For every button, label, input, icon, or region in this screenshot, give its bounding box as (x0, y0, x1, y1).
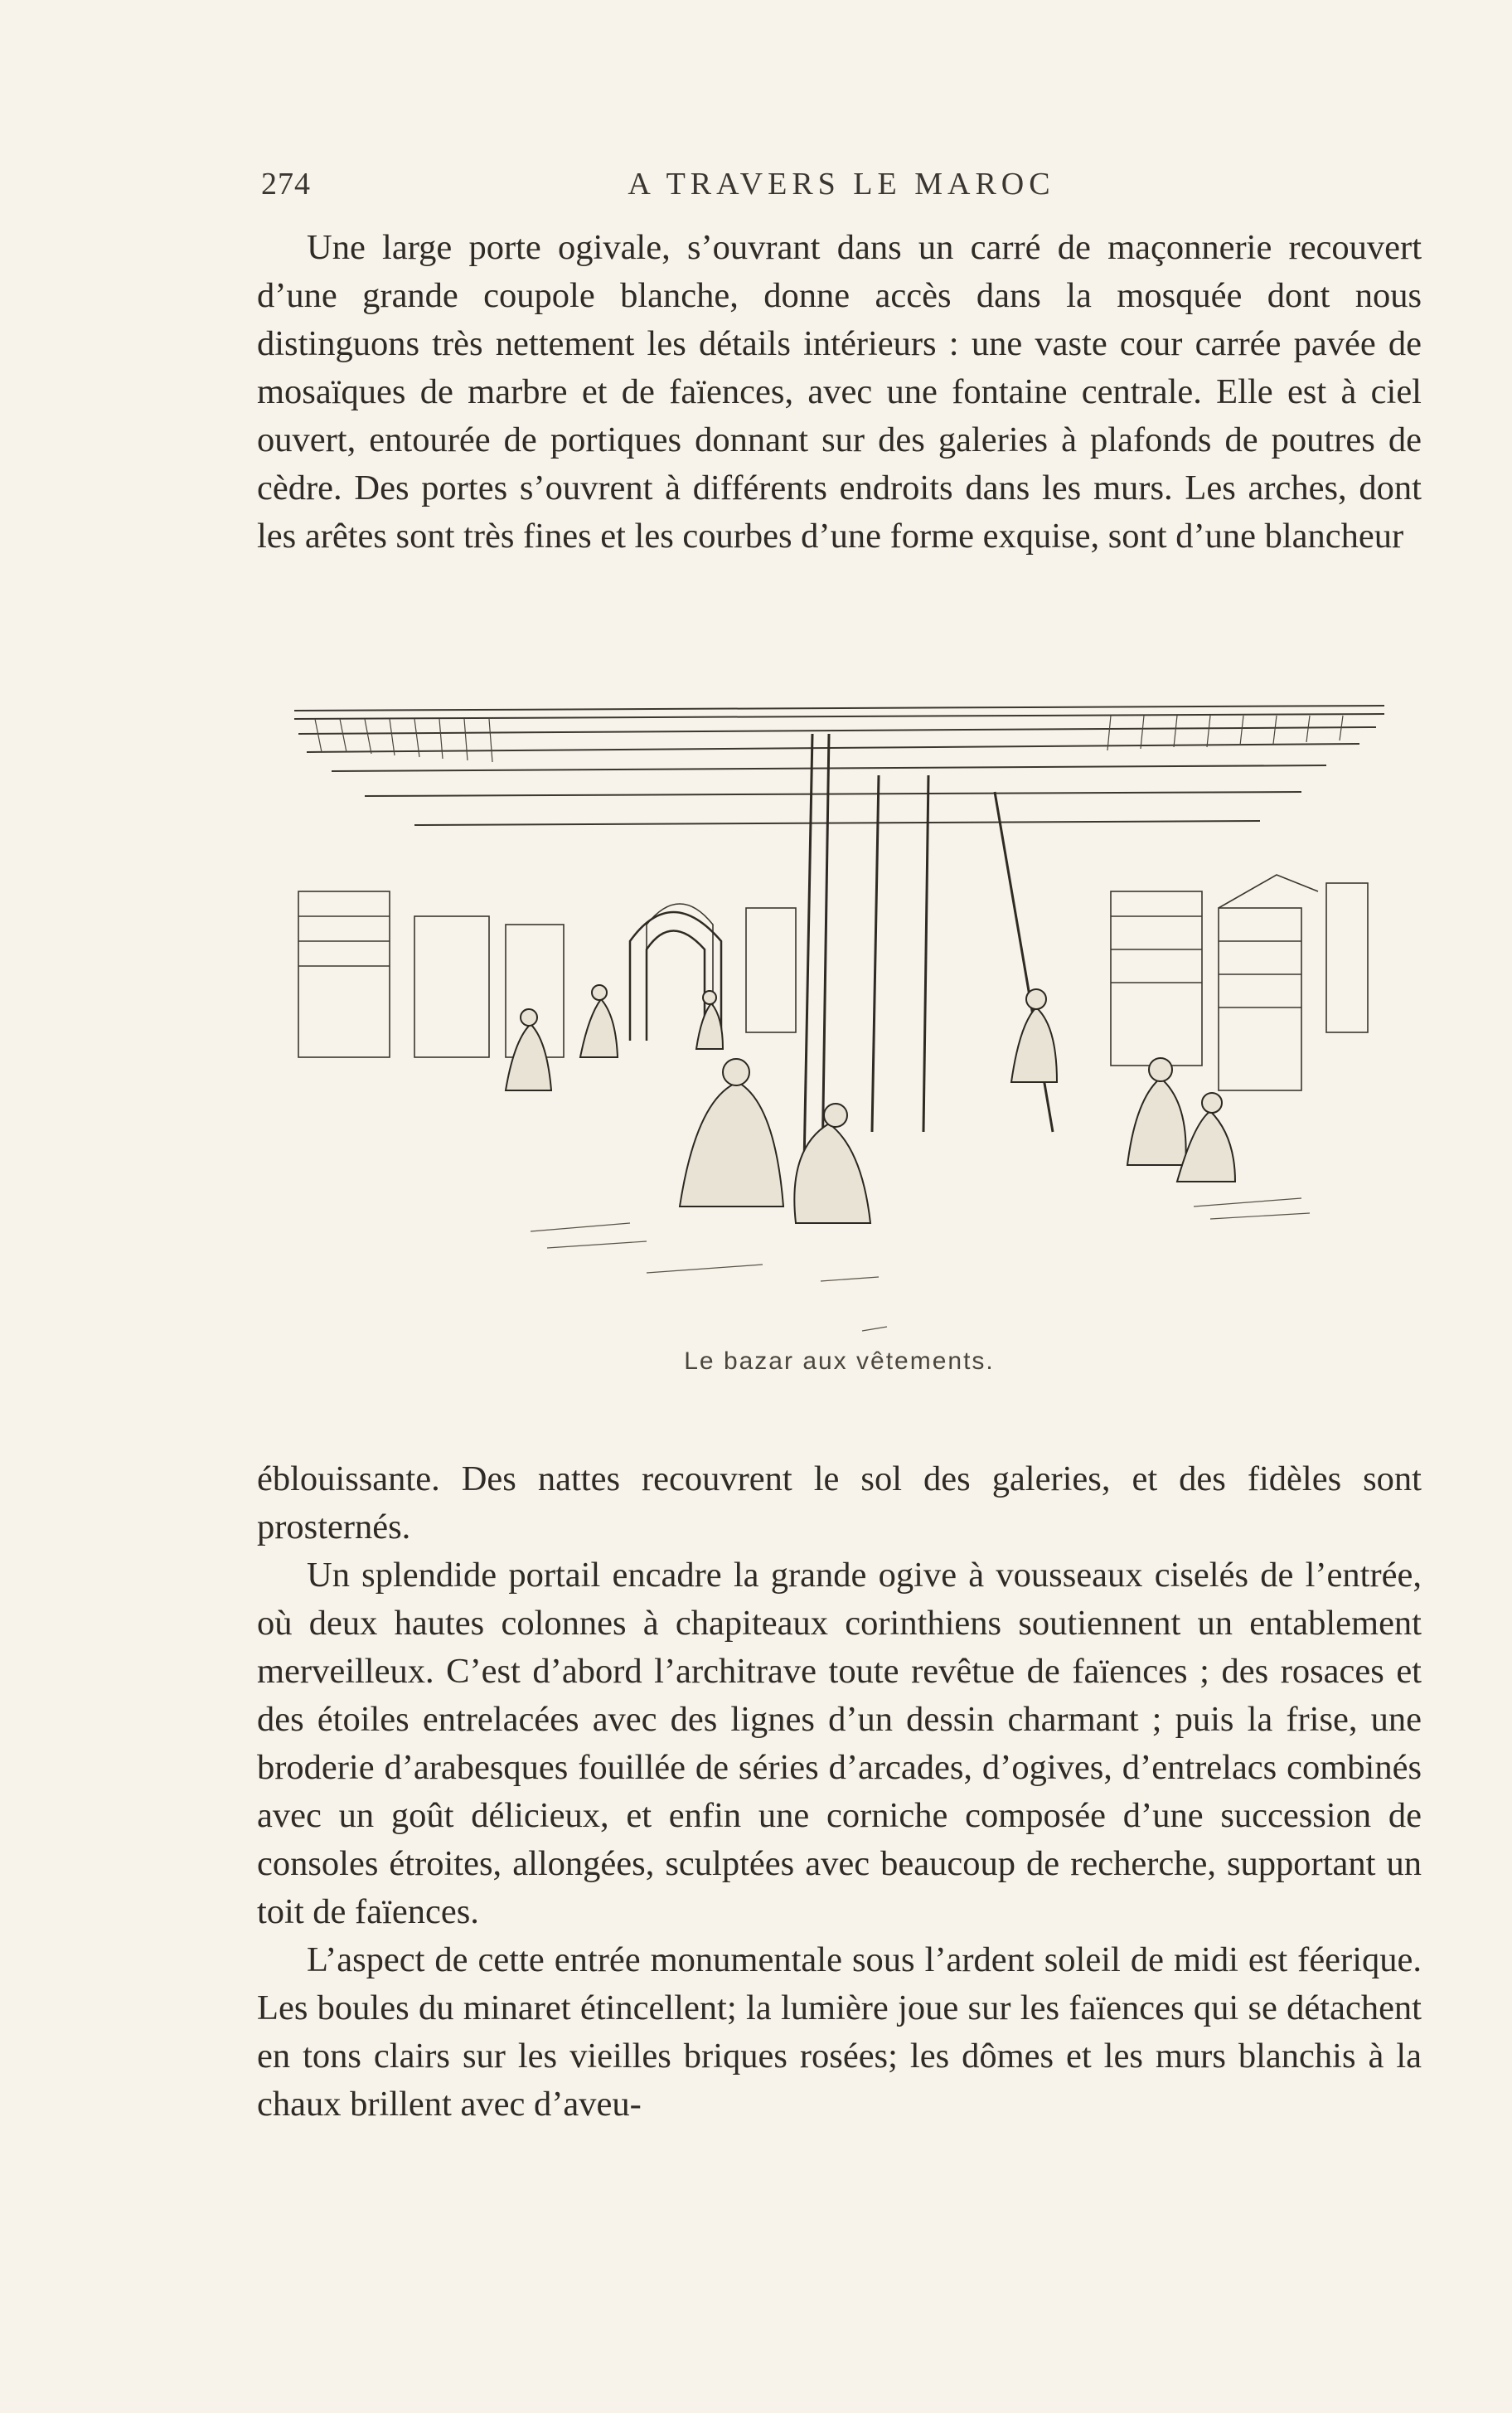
paragraph: Une large porte ogivale, s’ouvrant dans un carré de maçonnerie recouvert d’une grande coupole blanche, donne accès dans la mosquée dont nous distinguons très nettement les détails intérieurs : une vaste cour carrée pavée de mosaïques de marbre et de faïences, avec une fontaine centrale. Elle est à ciel ouvert, entourée de portiques donnant sur des galeries à plafonds de poutres de cèdre. Des portes s’ouvrent à différents endroits dans les murs. Les arches, dont les arêtes sont très fines et les courbes d’une forme exquise, sont d’une blancheur (257, 228, 1422, 556)
paragraph: Un splendide portail encadre la grande ogive à vousseaux ciselés de l’entrée, où deux hautes colonnes à chapiteaux corinthiens soutiennent un entablement merveilleux. C’est d’abord l’architrave toute revêtue de faïences ; des rosaces et des étoiles entrelacées avec des lignes d’un dessin charmant ; puis la frise, une broderie d’arabesques fouillée de séries d’arcades, d’ogives, d’entrelacs combinés avec un goût délicieux, et enfin une corniche composée d’une succession de consoles étroites, allongées, sculptées avec beaucoup de recherche, supportant un toit de faïences. (257, 1556, 1422, 1931)
page-number: 274 (261, 167, 311, 201)
figure-caption: Le bazar aux vêtements. (684, 1347, 995, 1375)
paragraph: L’aspect de cette entrée monumentale sous l’ardent soleil de midi est féerique. Les boules du minaret étincellent; la lumière joue sur les faïences qui se détachent en tons clairs sur les vieilles briques rosées; les dômes et les murs blanchis à la chaux brillent avec d’aveu- (257, 1940, 1422, 2124)
text-block-bottom (257, 1455, 1422, 2251)
page-header (261, 166, 1422, 216)
paragraph: éblouissante. Des nattes recouvrent le sol des galeries, et des fidèles sont prosternés. (257, 1459, 1422, 1546)
running-title: A TRAVERS LE MAROC (628, 167, 1055, 201)
bazaar-illustration (282, 701, 1397, 1347)
text-block-top (257, 224, 1422, 622)
